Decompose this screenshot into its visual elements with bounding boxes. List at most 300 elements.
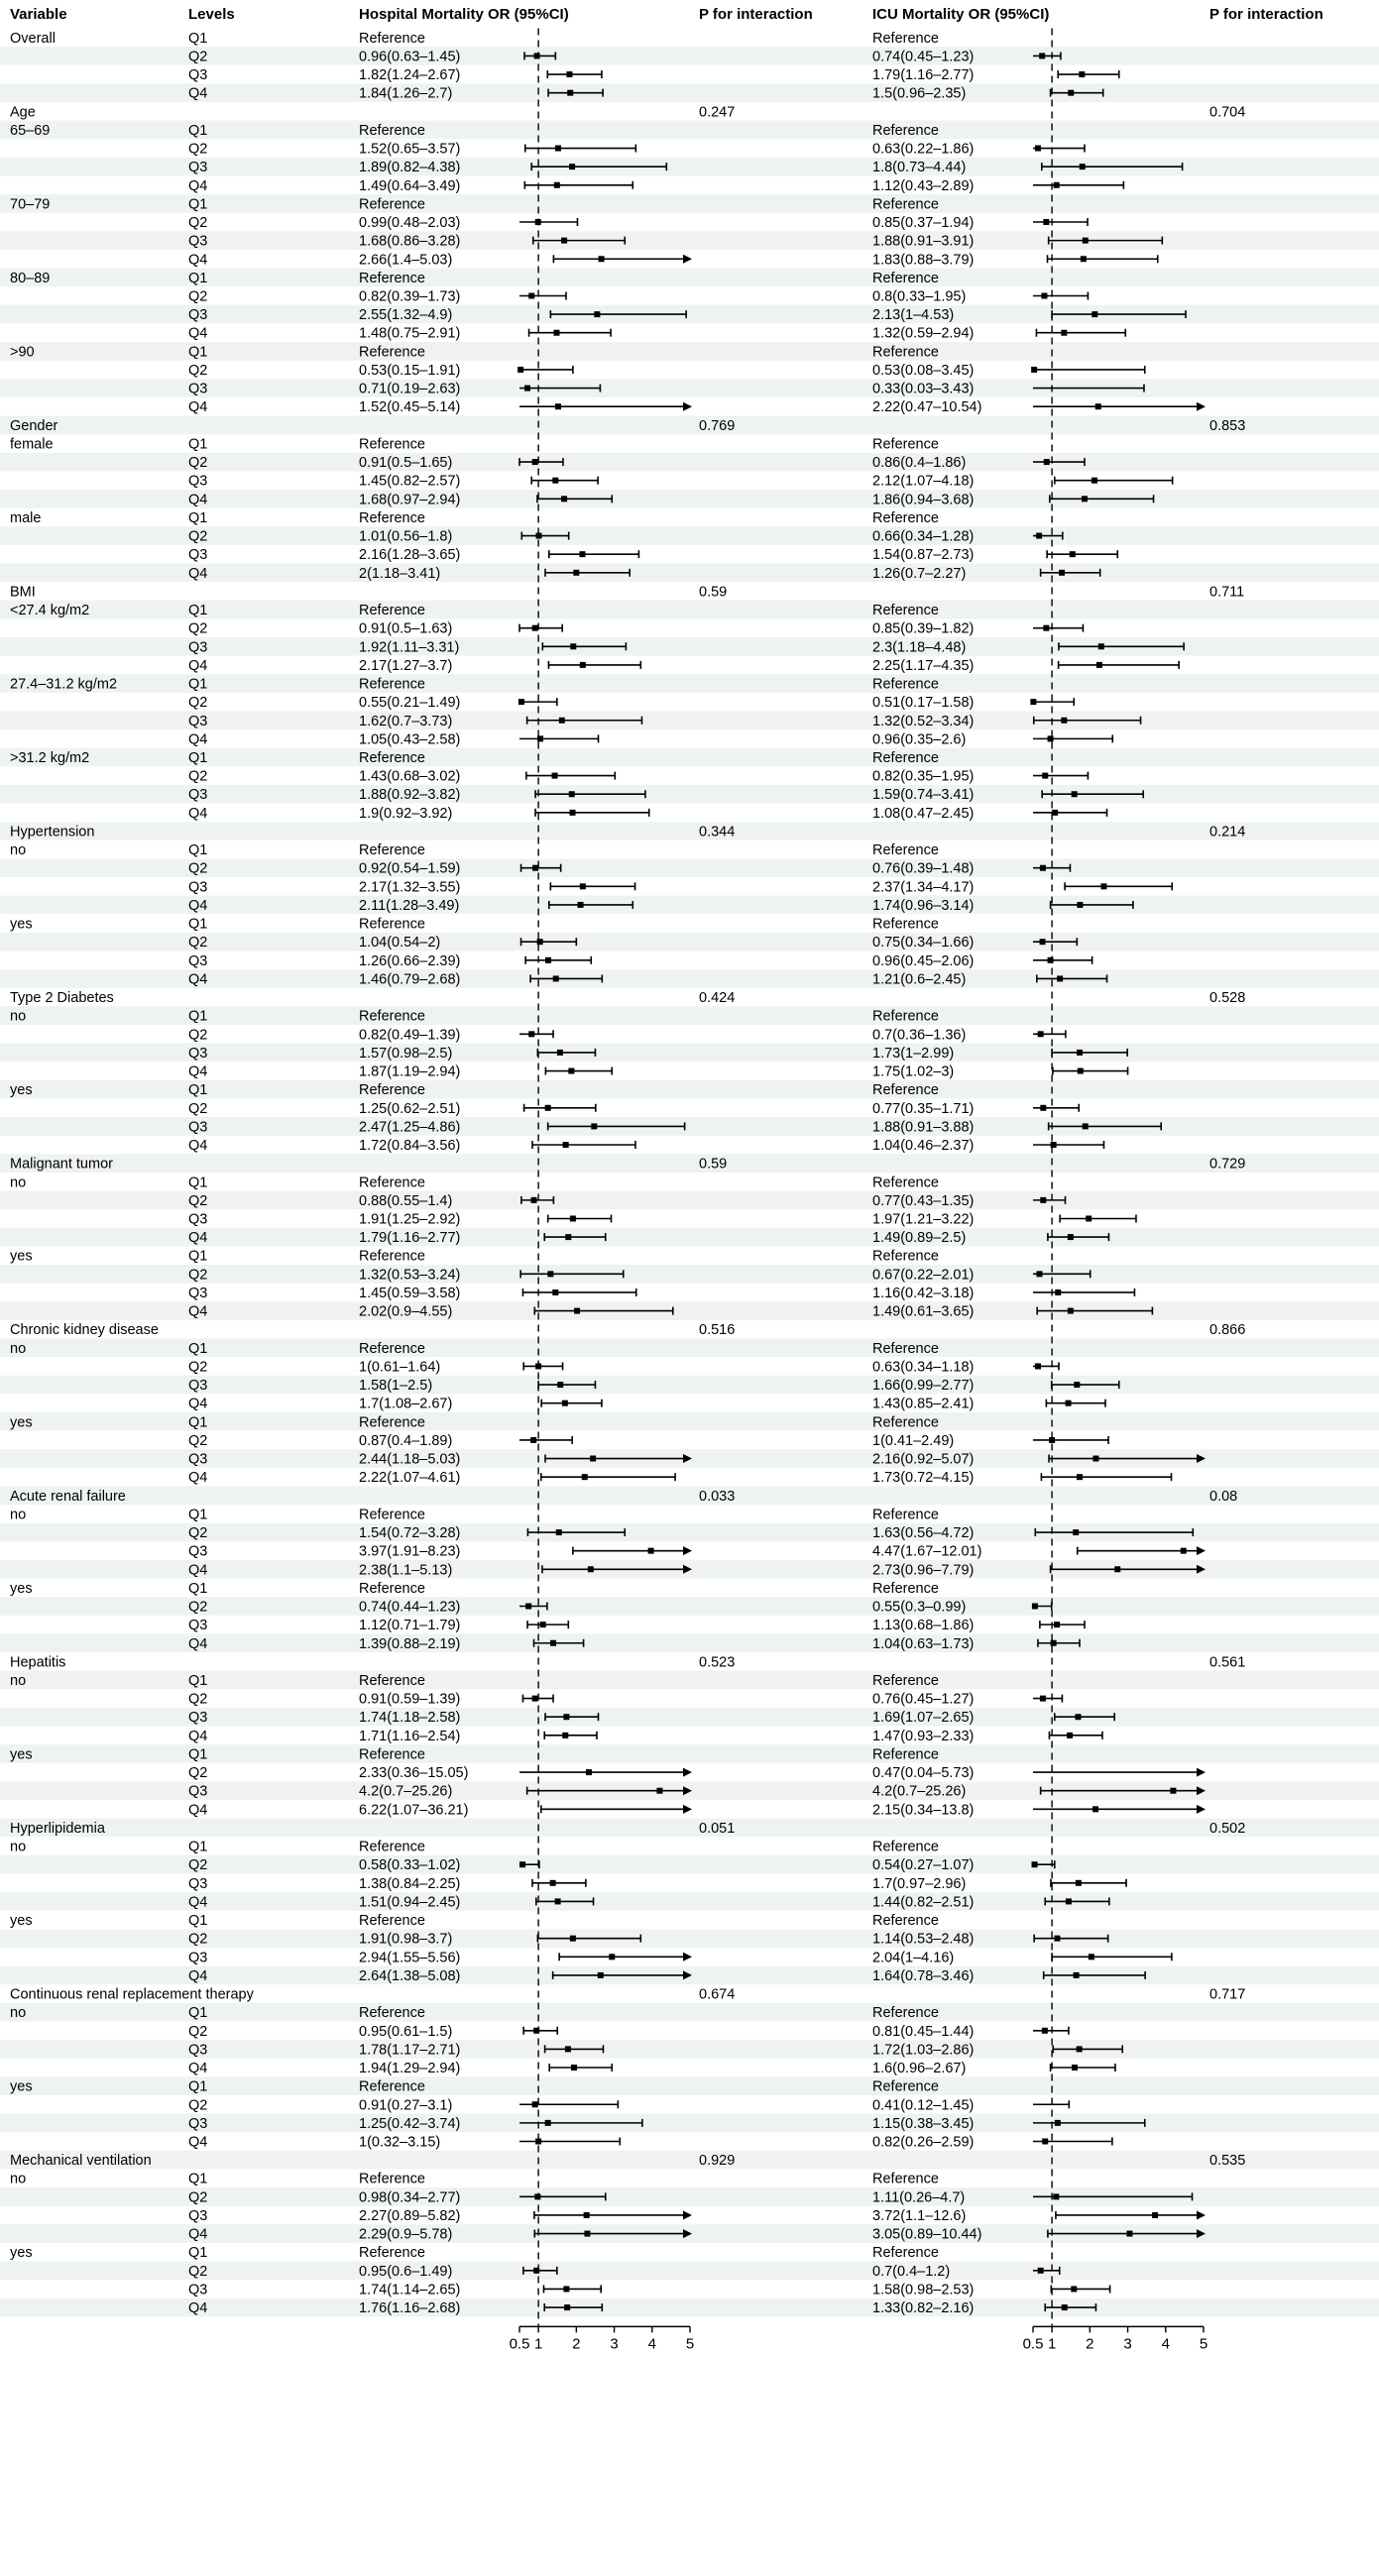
row-icu-or: 1.16(0.42–3.18) <box>872 1285 975 1301</box>
hospital-tick-label: 4 <box>647 2335 656 2353</box>
hospital-point-estimate <box>594 311 600 317</box>
row-icu-or: 0.85(0.39–1.82) <box>872 620 975 637</box>
icu-point-estimate <box>1040 1105 1046 1111</box>
row-level: Q3 <box>188 1543 208 1560</box>
row-level: Q2 <box>188 1027 208 1044</box>
row-level: Q2 <box>188 1267 208 1284</box>
row-icu-or: Reference <box>872 436 939 453</box>
hospital-point-estimate <box>534 2193 540 2199</box>
row-hospital-or: 0.74(0.44–1.23) <box>359 1599 461 1616</box>
row-level: Q3 <box>188 233 208 250</box>
row-variable: no <box>10 1008 27 1025</box>
row-hospital-or: Reference <box>359 30 425 47</box>
icu-point-estimate <box>1170 1788 1176 1794</box>
row-icu-or: 1.83(0.88–3.79) <box>872 252 975 269</box>
row-hospital-or: 0.88(0.55–1.4) <box>359 1192 453 1209</box>
row-hospital-or: 1.88(0.92–3.82) <box>359 787 461 804</box>
hospital-point-estimate <box>531 1197 537 1203</box>
row-icu-or: Reference <box>872 2245 939 2262</box>
row-level: Q4 <box>188 399 208 416</box>
icu-point-estimate <box>1053 2193 1059 2199</box>
row-hospital-or: Reference <box>359 2245 425 2262</box>
hospital-point-estimate <box>591 1123 597 1129</box>
row-level: Q4 <box>188 2134 208 2151</box>
row-variable: no <box>10 2171 27 2187</box>
row-icu-or: Reference <box>872 1672 939 1689</box>
hospital-point-estimate <box>519 1861 525 1867</box>
row-variable: Hypertension <box>10 824 95 840</box>
header-variable: Variable <box>10 6 67 23</box>
row-level: Q3 <box>188 713 208 729</box>
icu-point-estimate <box>1067 1733 1073 1738</box>
row-level: Q1 <box>188 749 208 766</box>
row-hospital-or: 1.57(0.98–2.5) <box>359 1045 453 1062</box>
row-hospital-or: 1.71(1.16–2.54) <box>359 1728 461 1744</box>
row-icu-or: 0.33(0.03–3.43) <box>872 381 975 397</box>
row-icu-or: 0.86(0.4–1.86) <box>872 455 967 472</box>
hospital-ci-arrow <box>683 2210 692 2219</box>
row-hospital-or: Reference <box>359 1746 425 1763</box>
row-icu-or: 2.37(1.34–4.17) <box>872 879 975 896</box>
hospital-ci-arrow <box>683 1546 692 1555</box>
row-band <box>0 1154 1379 1173</box>
row-hospital-or: 0.95(0.6–1.49) <box>359 2263 453 2280</box>
row-icu-or: 1.5(0.96–2.35) <box>872 85 967 102</box>
row-hospital-or: 1.7(1.08–2.67) <box>359 1396 453 1412</box>
row-icu-or: 1.32(0.59–2.94) <box>872 325 975 342</box>
row-level: Q4 <box>188 1470 208 1487</box>
row-icu-or: 2.15(0.34–13.8) <box>872 1802 975 1819</box>
row-hospital-or: 1(0.32–3.15) <box>359 2134 441 2151</box>
icu-point-estimate <box>1043 625 1049 631</box>
row-hospital-or: Reference <box>359 603 425 619</box>
row-hospital-or: 1.38(0.84–2.25) <box>359 1875 461 1892</box>
row-band <box>0 1819 1379 1838</box>
icu-point-estimate <box>1096 662 1102 668</box>
row-level: Q2 <box>188 1100 208 1117</box>
row-hospital-or: 1.49(0.64–3.49) <box>359 177 461 194</box>
hospital-point-estimate <box>580 883 586 889</box>
icu-ci-arrow <box>1197 1546 1206 1555</box>
icu-point-estimate <box>1073 1529 1079 1535</box>
row-band <box>0 822 1379 840</box>
row-icu-or: 0.81(0.45–1.44) <box>872 2023 975 2040</box>
row-hospital-or: Reference <box>359 196 425 213</box>
hospital-point-estimate <box>561 496 567 502</box>
row-icu-or: Reference <box>872 344 939 361</box>
row-band <box>0 2151 1379 2170</box>
row-level: Q1 <box>188 2078 208 2095</box>
row-variable: Overall <box>10 30 56 47</box>
row-level: Q4 <box>188 657 208 674</box>
icu-point-estimate <box>1032 1861 1038 1867</box>
row-hospital-or: 1.9(0.92–3.92) <box>359 805 453 822</box>
row-icu-or: Reference <box>872 270 939 286</box>
row-icu-or: 1.11(0.26–4.7) <box>872 2189 966 2206</box>
hospital-point-estimate <box>532 625 538 631</box>
row-variable: Continuous renal replacement therapy <box>10 1986 254 2003</box>
icu-point-estimate <box>1080 164 1086 169</box>
row-icu-p: 0.853 <box>1209 417 1246 434</box>
row-level: Q4 <box>188 1635 208 1652</box>
row-level: Q3 <box>188 952 208 969</box>
icu-point-estimate <box>1031 367 1037 373</box>
row-variable: Hepatitis <box>10 1654 66 1671</box>
row-icu-or: 2.16(0.92–5.07) <box>872 1451 975 1468</box>
icu-point-estimate <box>1042 773 1048 779</box>
row-hospital-or: 1.74(1.14–2.65) <box>359 2282 461 2298</box>
icu-point-estimate <box>1070 551 1076 557</box>
row-icu-or: 1.49(0.89–2.5) <box>872 1230 967 1247</box>
hospital-point-estimate <box>554 182 560 188</box>
row-level: Q2 <box>188 215 208 232</box>
icu-point-estimate <box>1077 2046 1083 2052</box>
row-level: Q2 <box>188 2189 208 2206</box>
hospital-point-estimate <box>570 810 576 816</box>
row-hospital-or: 0.55(0.21–1.49) <box>359 695 461 712</box>
hospital-point-estimate <box>553 975 559 981</box>
row-icu-or: 0.96(0.45–2.06) <box>872 952 975 969</box>
row-hospital-or: 2.17(1.32–3.55) <box>359 879 461 896</box>
hospital-point-estimate <box>562 1400 568 1406</box>
row-icu-or: 1.75(1.02–3) <box>872 1064 955 1080</box>
row-icu-or: 1.47(0.93–2.33) <box>872 1728 975 1744</box>
icu-point-estimate <box>1062 2304 1068 2310</box>
hospital-point-estimate <box>565 2046 571 2052</box>
row-hospital-or: Reference <box>359 436 425 453</box>
hospital-ci-arrow <box>683 1768 692 1777</box>
icu-point-estimate <box>1066 1898 1072 1904</box>
row-level: Q1 <box>188 603 208 619</box>
row-hospital-or: Reference <box>359 2005 425 2022</box>
row-icu-or: Reference <box>872 1746 939 1763</box>
row-hospital-or: Reference <box>359 1340 425 1357</box>
row-level: Q4 <box>188 1230 208 1247</box>
hospital-point-estimate <box>570 643 576 649</box>
row-level: Q2 <box>188 1857 208 1874</box>
icu-point-estimate <box>1040 939 1046 945</box>
row-icu-or: 1.12(0.43–2.89) <box>872 177 975 194</box>
row-hospital-or: 1(0.61–1.64) <box>359 1359 441 1376</box>
row-level: Q3 <box>188 1119 208 1136</box>
icu-point-estimate <box>1072 791 1078 797</box>
row-level: Q3 <box>188 160 208 176</box>
icu-point-estimate <box>1036 533 1042 539</box>
row-icu-or: 1.13(0.68–1.86) <box>872 1618 975 1634</box>
row-hospital-p: 0.344 <box>699 824 736 840</box>
hospital-point-estimate <box>545 957 551 963</box>
row-level: Q4 <box>188 1138 208 1155</box>
row-hospital-or: 1.74(1.18–2.58) <box>359 1710 461 1727</box>
icu-point-estimate <box>1098 643 1104 649</box>
row-icu-or: 2.13(1–4.53) <box>872 307 955 324</box>
row-level: Q1 <box>188 1913 208 1930</box>
row-hospital-or: 6.22(1.07–36.21) <box>359 1802 469 1819</box>
row-icu-or: 1.54(0.87–2.73) <box>872 547 975 564</box>
row-level: Q1 <box>188 1340 208 1357</box>
icu-point-estimate <box>1092 311 1097 317</box>
icu-point-estimate <box>1079 71 1085 77</box>
row-level: Q1 <box>188 2171 208 2187</box>
hospital-point-estimate <box>550 1880 556 1886</box>
hospital-point-estimate <box>598 1972 604 1978</box>
row-level: Q1 <box>188 1746 208 1763</box>
row-icu-p: 0.528 <box>1209 990 1246 1007</box>
row-icu-or: Reference <box>872 1340 939 1357</box>
row-level: Q2 <box>188 1599 208 1616</box>
row-variable: yes <box>10 1414 33 1431</box>
hospital-point-estimate <box>532 865 538 871</box>
row-hospital-or: 1.45(0.82–2.57) <box>359 473 461 490</box>
row-hospital-or: Reference <box>359 1248 425 1265</box>
row-hospital-or: 1.01(0.56–1.8) <box>359 528 453 545</box>
row-hospital-or: 1.52(0.65–3.57) <box>359 141 461 158</box>
hospital-point-estimate <box>578 902 584 908</box>
icu-ci-arrow <box>1197 402 1206 411</box>
row-hospital-or: Reference <box>359 1913 425 1930</box>
row-level: Q3 <box>188 879 208 896</box>
icu-point-estimate <box>1054 182 1060 188</box>
row-icu-or: 1.49(0.61–3.65) <box>872 1303 975 1320</box>
icu-point-estimate <box>1077 902 1083 908</box>
row-level: Q3 <box>188 1378 208 1395</box>
row-level: Q1 <box>188 122 208 139</box>
row-level: Q4 <box>188 731 208 748</box>
row-level: Q4 <box>188 1064 208 1080</box>
hospital-tick-label: 5 <box>685 2335 695 2353</box>
row-hospital-or: 2.16(1.28–3.65) <box>359 547 461 564</box>
row-level: Q3 <box>188 2115 208 2132</box>
row-icu-or: 1.73(0.72–4.15) <box>872 1470 975 1487</box>
hospital-tick-label: 1 <box>533 2335 543 2353</box>
hospital-point-estimate <box>555 403 561 409</box>
hospital-ci-arrow <box>683 1953 692 1961</box>
row-variable: 27.4–31.2 kg/m2 <box>10 676 118 693</box>
icu-point-estimate <box>1181 1548 1187 1554</box>
hospital-point-estimate <box>528 1031 534 1037</box>
icu-point-estimate <box>1052 810 1058 816</box>
row-variable: Age <box>10 104 36 121</box>
row-icu-or: 1(0.41–2.49) <box>872 1432 955 1449</box>
row-icu-or: 1.43(0.85–2.41) <box>872 1396 975 1412</box>
row-icu-or: 1.69(1.07–2.65) <box>872 1710 975 1727</box>
row-level: Q2 <box>188 1931 208 1948</box>
row-hospital-p: 0.051 <box>699 1820 736 1837</box>
row-level: Q2 <box>188 288 208 305</box>
row-level: Q4 <box>188 1802 208 1819</box>
row-icu-or: 3.72(1.1–12.6) <box>872 2207 967 2224</box>
icu-point-estimate <box>1077 1050 1083 1056</box>
row-level: Q3 <box>188 1211 208 1228</box>
row-level: Q4 <box>188 177 208 194</box>
row-icu-or: 2.12(1.07–4.18) <box>872 473 975 490</box>
row-level: Q2 <box>188 695 208 712</box>
row-hospital-or: 1.79(1.16–2.77) <box>359 1230 461 1247</box>
row-variable: <27.4 kg/m2 <box>10 603 90 619</box>
row-level: Q3 <box>188 1618 208 1634</box>
icu-tick-label: 2 <box>1086 2335 1094 2353</box>
icu-point-estimate <box>1083 1123 1089 1129</box>
icu-point-estimate <box>1074 1382 1080 1388</box>
row-hospital-or: 1.62(0.7–3.73) <box>359 713 453 729</box>
row-hospital-or: 2.66(1.4–5.03) <box>359 252 453 269</box>
row-hospital-or: 1.91(1.25–2.92) <box>359 1211 461 1228</box>
icu-point-estimate <box>1039 53 1045 58</box>
row-hospital-or: Reference <box>359 509 425 526</box>
row-level: Q1 <box>188 436 208 453</box>
row-hospital-or: 1.94(1.29–2.94) <box>359 2061 461 2077</box>
row-icu-or: 1.73(1–2.99) <box>872 1045 955 1062</box>
icu-point-estimate <box>1078 1068 1084 1074</box>
row-variable: no <box>10 1175 27 1191</box>
icu-point-estimate <box>1100 883 1106 889</box>
row-variable: no <box>10 1340 27 1357</box>
row-hospital-or: 2.27(0.89–5.82) <box>359 2207 461 2224</box>
row-hospital-or: Reference <box>359 676 425 693</box>
row-variable: Mechanical ventilation <box>10 2153 152 2170</box>
icu-point-estimate <box>1074 1972 1080 1978</box>
row-icu-or: 0.77(0.43–1.35) <box>872 1192 975 1209</box>
icu-point-estimate <box>1075 1714 1081 1720</box>
icu-point-estimate <box>1068 90 1074 96</box>
hospital-point-estimate <box>532 1696 538 1702</box>
hospital-point-estimate <box>571 2065 577 2071</box>
hospital-point-estimate <box>532 2101 538 2107</box>
row-icu-or: 0.41(0.12–1.45) <box>872 2097 975 2114</box>
hospital-point-estimate <box>530 1437 536 1443</box>
row-level: Q1 <box>188 2245 208 2262</box>
icu-point-estimate <box>1044 459 1050 465</box>
hospital-point-estimate <box>545 2120 551 2126</box>
row-hospital-or: 1.45(0.59–3.58) <box>359 1285 461 1301</box>
row-icu-or: Reference <box>872 1913 939 1930</box>
row-hospital-or: 2.02(0.9–4.55) <box>359 1303 453 1320</box>
icu-ci-arrow <box>1197 1805 1206 1814</box>
icu-point-estimate <box>1068 1308 1074 1314</box>
row-level: Q2 <box>188 455 208 472</box>
row-hospital-or: 1.92(1.11–3.31) <box>359 639 460 656</box>
icu-point-estimate <box>1054 1936 1060 1942</box>
row-level: Q3 <box>188 307 208 324</box>
row-icu-or: 0.8(0.33–1.95) <box>872 288 967 305</box>
row-icu-or: 1.74(0.96–3.14) <box>872 897 975 914</box>
row-level: Q1 <box>188 1507 208 1523</box>
row-icu-or: 1.88(0.91–3.88) <box>872 1119 975 1136</box>
icu-point-estimate <box>1092 1806 1098 1812</box>
row-variable: yes <box>10 1580 33 1597</box>
row-level: Q2 <box>188 1359 208 1376</box>
row-hospital-p: 0.516 <box>699 1322 736 1339</box>
row-hospital-or: 0.95(0.61–1.5) <box>359 2023 453 2040</box>
row-hospital-or: Reference <box>359 2078 425 2095</box>
hospital-point-estimate <box>552 1289 558 1295</box>
row-hospital-or: 1.25(0.62–2.51) <box>359 1100 461 1117</box>
row-hospital-or: Reference <box>359 122 425 139</box>
hospital-point-estimate <box>582 1474 588 1480</box>
row-icu-or: 0.63(0.34–1.18) <box>872 1359 975 1376</box>
row-icu-or: 0.7(0.36–1.36) <box>872 1027 967 1044</box>
row-icu-or: Reference <box>872 749 939 766</box>
row-level: Q1 <box>188 1175 208 1191</box>
row-icu-or: 0.82(0.26–2.59) <box>872 2134 975 2151</box>
icu-point-estimate <box>1035 1363 1041 1369</box>
hospital-point-estimate <box>518 699 524 705</box>
icu-point-estimate <box>1030 699 1036 705</box>
hospital-point-estimate <box>648 1548 654 1554</box>
row-level: Q1 <box>188 509 208 526</box>
row-hospital-or: 2(1.18–3.41) <box>359 565 441 582</box>
row-icu-p: 0.214 <box>1209 824 1246 840</box>
hospital-point-estimate <box>567 90 573 96</box>
hospital-ci-arrow <box>683 255 692 264</box>
hospital-point-estimate <box>559 718 565 724</box>
row-level: Q2 <box>188 935 208 952</box>
row-hospital-or: 1.91(0.98–3.7) <box>359 1931 453 1948</box>
hospital-tick-label: 3 <box>610 2335 619 2353</box>
hospital-point-estimate <box>563 1142 569 1148</box>
row-hospital-or: Reference <box>359 2171 425 2187</box>
row-icu-or: Reference <box>872 509 939 526</box>
hospital-point-estimate <box>557 1382 563 1388</box>
row-level: Q3 <box>188 381 208 397</box>
row-icu-or: 1.58(0.98–2.53) <box>872 2282 975 2298</box>
hospital-point-estimate <box>517 367 523 373</box>
row-variable: 65–69 <box>10 122 51 139</box>
row-level: Q4 <box>188 2226 208 2243</box>
row-hospital-or: 2.64(1.38–5.08) <box>359 1967 461 1984</box>
row-icu-or: 0.53(0.08–3.45) <box>872 362 975 379</box>
row-icu-or: 0.76(0.45–1.27) <box>872 1691 975 1708</box>
row-icu-or: 0.67(0.22–2.01) <box>872 1267 975 1284</box>
icu-point-estimate <box>1040 865 1046 871</box>
row-hospital-or: 1.72(0.84–3.56) <box>359 1138 461 1155</box>
row-hospital-or: 2.44(1.18–5.03) <box>359 1451 461 1468</box>
row-level: Q1 <box>188 676 208 693</box>
hospital-point-estimate <box>569 164 575 169</box>
row-level: Q2 <box>188 49 208 65</box>
row-icu-or: 1.63(0.56–4.72) <box>872 1525 975 1542</box>
row-hospital-or: 0.91(0.5–1.65) <box>359 455 453 472</box>
row-variable: 80–89 <box>10 270 51 286</box>
header-hospital-or: Hospital Mortality OR (95%CI) <box>359 6 569 23</box>
row-icu-or: 2.04(1–4.16) <box>872 1950 955 1966</box>
hospital-point-estimate <box>564 2304 570 2310</box>
row-hospital-or: 0.82(0.49–1.39) <box>359 1027 461 1044</box>
row-level: Q2 <box>188 860 208 877</box>
row-icu-or: Reference <box>872 1580 939 1597</box>
row-level: Q2 <box>188 768 208 785</box>
row-level: Q4 <box>188 1562 208 1579</box>
row-hospital-or: 2.22(1.07–4.61) <box>359 1470 461 1487</box>
icu-point-estimate <box>1040 1696 1046 1702</box>
row-icu-p: 0.08 <box>1209 1488 1238 1505</box>
row-icu-or: 4.47(1.67–12.01) <box>872 1543 982 1560</box>
row-hospital-p: 0.59 <box>699 584 728 601</box>
row-hospital-or: Reference <box>359 1414 425 1431</box>
row-level: Q1 <box>188 1248 208 1265</box>
icu-point-estimate <box>1072 2065 1078 2071</box>
row-hospital-or: 0.71(0.19–2.63) <box>359 381 461 397</box>
hospital-point-estimate <box>557 1050 563 1056</box>
row-hospital-p: 0.523 <box>699 1654 736 1671</box>
row-hospital-or: 1.32(0.53–3.24) <box>359 1267 461 1284</box>
row-hospital-or: Reference <box>359 842 425 859</box>
row-level: Q1 <box>188 30 208 47</box>
row-icu-or: 1.64(0.78–3.46) <box>872 1967 975 1984</box>
row-hospital-or: 0.58(0.33–1.02) <box>359 1857 461 1874</box>
hospital-point-estimate <box>570 1215 576 1221</box>
row-hospital-or: 1.54(0.72–3.28) <box>359 1525 461 1542</box>
